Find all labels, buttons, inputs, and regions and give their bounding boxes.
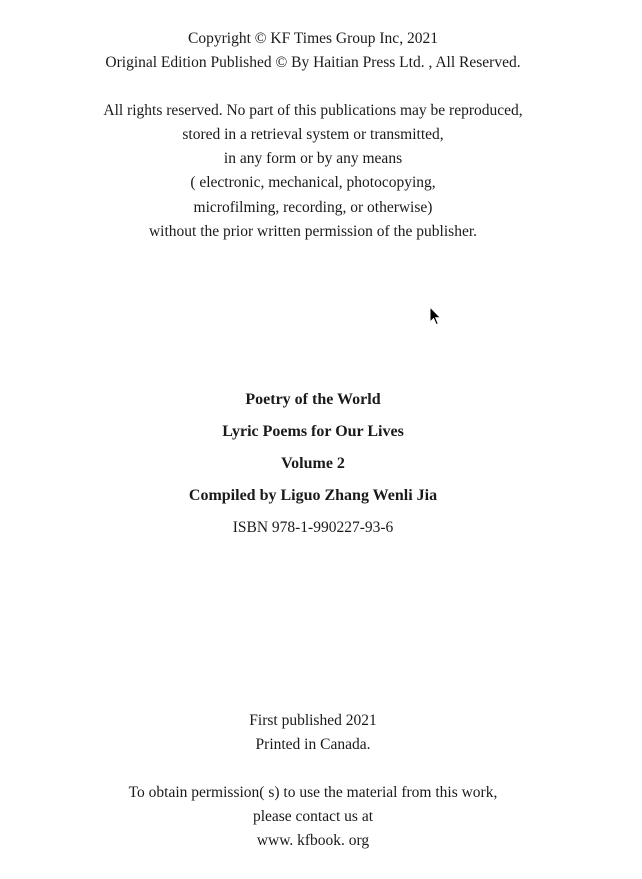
permission-line: To obtain permission( s) to use the material from this work, (128, 784, 498, 801)
contact-line: please contact us at (252, 808, 374, 825)
mouse-pointer-icon (429, 306, 441, 326)
isbn: ISBN 978-1-990227-93-6 (232, 519, 394, 536)
rights-notice-line: without the prior written permission of the publisher. (148, 223, 478, 240)
first-published-line: First published 2021 (249, 712, 377, 729)
series-title: Poetry of the World (245, 391, 381, 408)
rights-notice-line: in any form or by any means (223, 150, 403, 167)
website-link[interactable]: www. kfbook. org (256, 832, 370, 849)
printed-in-line: Printed in Canada. (255, 736, 371, 753)
book-title: Lyric Poems for Our Lives (222, 423, 404, 440)
rights-notice-line: ( electronic, mechanical, photocopying, (190, 174, 436, 191)
copyright-line: Copyright © KF Times Group Inc, 2021 (188, 30, 438, 47)
rights-notice-line: All rights reserved. No part of this publications may be reproduced, (103, 102, 523, 119)
original-edition-line: Original Edition Published © By Haitian Press Ltd. , All Reserved. (105, 54, 521, 71)
rights-notice-line: stored in a retrieval system or transmitted, (182, 126, 444, 143)
volume-label: Volume 2 (281, 455, 345, 472)
rights-notice-line: microfilming, recording, or otherwise) (193, 199, 433, 216)
compilers-line: Compiled by Liguo Zhang Wenli Jia (188, 487, 438, 504)
